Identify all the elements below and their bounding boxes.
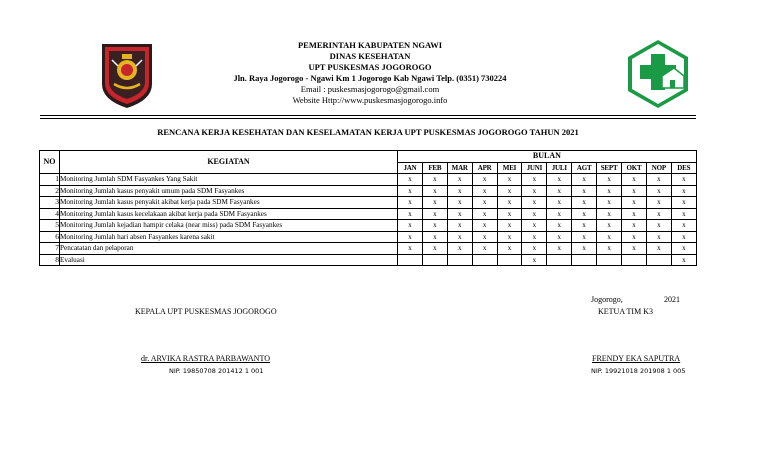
month-mark-cell: x [422, 185, 447, 197]
month-mark-cell [646, 254, 671, 266]
month-mark-cell: x [497, 231, 522, 243]
month-mark-cell: x [398, 197, 423, 209]
left-signatory-name: dr. ARVIKA RASTRA PARBAWANTO [141, 354, 270, 363]
month-mark-cell [398, 254, 423, 266]
left-signatory-nip: NIP. 19850708 201412 1 001 [169, 367, 264, 375]
month-mark-cell: x [447, 220, 472, 232]
month-mark-cell: x [422, 174, 447, 186]
table-row [40, 220, 697, 232]
govt-name: PEMERINTAH KABUPATEN NGAWI [297, 40, 443, 50]
department-name: DINAS KESEHATAN [329, 51, 411, 61]
month-mark-cell: x [497, 208, 522, 220]
institution-name: UPT PUSKESMAS JOGOROGO [308, 62, 432, 72]
signing-year: 2021 [664, 295, 680, 304]
month-mark-cell: x [547, 220, 572, 232]
month-mark-cell: x [398, 231, 423, 243]
month-mark-cell: x [572, 243, 597, 255]
month-mark-cell: x [622, 231, 647, 243]
table-row [40, 231, 697, 243]
month-mark-cell: x [597, 174, 622, 186]
month-mark-cell: x [646, 174, 671, 186]
month-mark-cell: x [472, 185, 497, 197]
month-mark-cell: x [447, 185, 472, 197]
table-row [40, 197, 697, 209]
email: Email : puskesmasjogorogo@gmail.com [300, 84, 440, 94]
month-header-agt: AGT [572, 162, 597, 174]
month-mark-cell: x [522, 231, 547, 243]
address: Jln. Raya Jogorogo - Ngawi Km 1 Jogorogo Kab Ngawi Telp. (0351) 730224 [233, 73, 507, 83]
row-number: 7 [40, 243, 60, 255]
right-signatory-nip: NIP. 19921018 201908 1 005 [591, 367, 686, 375]
month-mark-cell: x [497, 185, 522, 197]
month-header-juni: JUNI [522, 162, 547, 174]
document-title: RENCANA KERJA KESEHATAN DAN KESELAMATAN KERJA UPT PUSKESMAS JOGOROGO TAHUN 2021 [157, 127, 579, 137]
month-mark-cell: x [472, 208, 497, 220]
month-mark-cell: x [472, 174, 497, 186]
month-mark-cell: x [646, 185, 671, 197]
puskesmas-logo-icon [626, 38, 690, 110]
month-header-des: DES [671, 162, 696, 174]
activity-cell: Monitoring Jumlah kejadian hampir celaka (near miss) pada SDM Fasyankes [60, 220, 398, 232]
table-row [40, 243, 697, 255]
right-signatory-role: KETUA TIM K3 [598, 307, 653, 316]
month-mark-cell: x [398, 174, 423, 186]
month-header-apr: APR [472, 162, 497, 174]
month-mark-cell: x [572, 185, 597, 197]
month-mark-cell: x [497, 243, 522, 255]
month-mark-cell: x [422, 197, 447, 209]
table-row [40, 174, 697, 186]
month-mark-cell: x [547, 174, 572, 186]
month-mark-cell: x [522, 185, 547, 197]
signing-place: Jogorogo, [591, 295, 623, 304]
month-mark-cell: x [572, 197, 597, 209]
activity-cell: Monitoring Jumlah SDM Fasyankes Yang Sakit [60, 174, 398, 186]
month-mark-cell: x [646, 220, 671, 232]
month-header-juli: JULI [547, 162, 572, 174]
month-mark-cell: x [671, 243, 696, 255]
row-number: 2 [40, 185, 60, 197]
month-mark-cell [597, 254, 622, 266]
month-mark-cell: x [597, 243, 622, 255]
month-mark-cell: x [671, 220, 696, 232]
month-mark-cell: x [447, 174, 472, 186]
ngawi-regency-emblem-icon [100, 40, 154, 110]
table-body [40, 174, 697, 266]
month-mark-cell: x [597, 231, 622, 243]
month-mark-cell: x [522, 197, 547, 209]
month-mark-cell: x [497, 220, 522, 232]
month-mark-cell: x [622, 185, 647, 197]
month-mark-cell: x [547, 243, 572, 255]
month-mark-cell: x [398, 243, 423, 255]
row-number: 3 [40, 197, 60, 209]
table-row [40, 185, 697, 197]
row-number: 5 [40, 220, 60, 232]
month-mark-cell [622, 254, 647, 266]
month-mark-cell: x [497, 197, 522, 209]
month-mark-cell: x [472, 197, 497, 209]
header-divider [40, 115, 696, 116]
month-mark-cell: x [472, 220, 497, 232]
month-mark-cell: x [398, 208, 423, 220]
month-mark-cell: x [547, 231, 572, 243]
month-header-mar: MAR [447, 162, 472, 174]
month-mark-cell: x [547, 185, 572, 197]
month-mark-cell: x [572, 208, 597, 220]
table-row [40, 208, 697, 220]
month-mark-cell: x [572, 231, 597, 243]
month-mark-cell: x [422, 208, 447, 220]
month-mark-cell [497, 254, 522, 266]
month-mark-cell: x [597, 185, 622, 197]
row-number: 8 [40, 254, 60, 266]
month-mark-cell: x [547, 208, 572, 220]
month-mark-cell: x [422, 220, 447, 232]
activity-cell: Evaluasi [60, 254, 398, 266]
month-mark-cell: x [671, 231, 696, 243]
month-mark-cell: x [622, 197, 647, 209]
website: Website Http://www.puskesmasjogorogo.info [292, 95, 448, 105]
month-mark-cell [447, 254, 472, 266]
month-mark-cell: x [522, 174, 547, 186]
month-mark-cell: x [671, 185, 696, 197]
month-mark-cell: x [597, 220, 622, 232]
column-header-activity: KEGIATAN [60, 151, 398, 174]
month-mark-cell: x [522, 243, 547, 255]
activity-cell: Monitoring Jumlah kasus penyakit akibat kerja pada SDM Fasyankes [60, 197, 398, 209]
month-header-sept: SEPT [597, 162, 622, 174]
month-mark-cell: x [622, 220, 647, 232]
month-header-jan: JAN [398, 162, 423, 174]
month-mark-cell [547, 254, 572, 266]
month-mark-cell: x [622, 243, 647, 255]
month-mark-cell: x [447, 208, 472, 220]
month-mark-cell: x [447, 243, 472, 255]
month-mark-cell: x [646, 197, 671, 209]
month-mark-cell: x [646, 208, 671, 220]
letterhead [200, 40, 540, 106]
activity-cell: Monitoring Jumlah kasus kecelakaan akibat kerja pada SDM Fasyankes [60, 208, 398, 220]
month-mark-cell: x [671, 254, 696, 266]
month-mark-cell: x [422, 243, 447, 255]
month-mark-cell: x [671, 208, 696, 220]
month-mark-cell: x [447, 197, 472, 209]
row-number: 1 [40, 174, 60, 186]
month-mark-cell: x [472, 243, 497, 255]
table-row [40, 254, 697, 266]
month-mark-cell: x [597, 208, 622, 220]
month-mark-cell: x [572, 174, 597, 186]
column-header-month-group: BULAN [398, 151, 697, 163]
month-mark-cell: x [398, 185, 423, 197]
month-mark-cell: x [671, 174, 696, 186]
month-mark-cell: x [398, 220, 423, 232]
month-mark-cell [472, 254, 497, 266]
month-mark-cell: x [547, 197, 572, 209]
left-signatory-role: KEPALA UPT PUSKESMAS JOGOROGO [135, 307, 277, 316]
activity-cell: Monitoring Jumlah kasus penyakit umum pada SDM Fasyankes [60, 185, 398, 197]
month-mark-cell: x [447, 231, 472, 243]
activity-cell: Pencatatan dan pelaporan [60, 243, 398, 255]
month-mark-cell: x [597, 197, 622, 209]
month-mark-cell: x [622, 174, 647, 186]
month-mark-cell: x [646, 243, 671, 255]
activity-cell: Monitoring Jumlah hari absen Fasyankes karena sakit [60, 231, 398, 243]
column-header-no: NO [40, 151, 60, 174]
month-mark-cell: x [497, 174, 522, 186]
right-signatory-name: FRENDY EKA SAPUTRA [592, 354, 681, 363]
month-mark-cell: x [472, 231, 497, 243]
month-header-okt: OKT [622, 162, 647, 174]
month-mark-cell: x [622, 208, 647, 220]
month-mark-cell: x [522, 208, 547, 220]
header-divider-thin [40, 118, 696, 119]
month-mark-cell: x [646, 231, 671, 243]
row-number: 4 [40, 208, 60, 220]
month-mark-cell: x [572, 220, 597, 232]
month-mark-cell [572, 254, 597, 266]
month-mark-cell: x [522, 220, 547, 232]
month-mark-cell [422, 254, 447, 266]
month-mark-cell: x [671, 197, 696, 209]
row-number: 6 [40, 231, 60, 243]
month-mark-cell: x [522, 254, 547, 266]
month-header-feb: FEB [422, 162, 447, 174]
month-header-nop: NOP [646, 162, 671, 174]
work-plan-table [39, 150, 697, 266]
month-mark-cell: x [422, 231, 447, 243]
month-header-mei: MEI [497, 162, 522, 174]
